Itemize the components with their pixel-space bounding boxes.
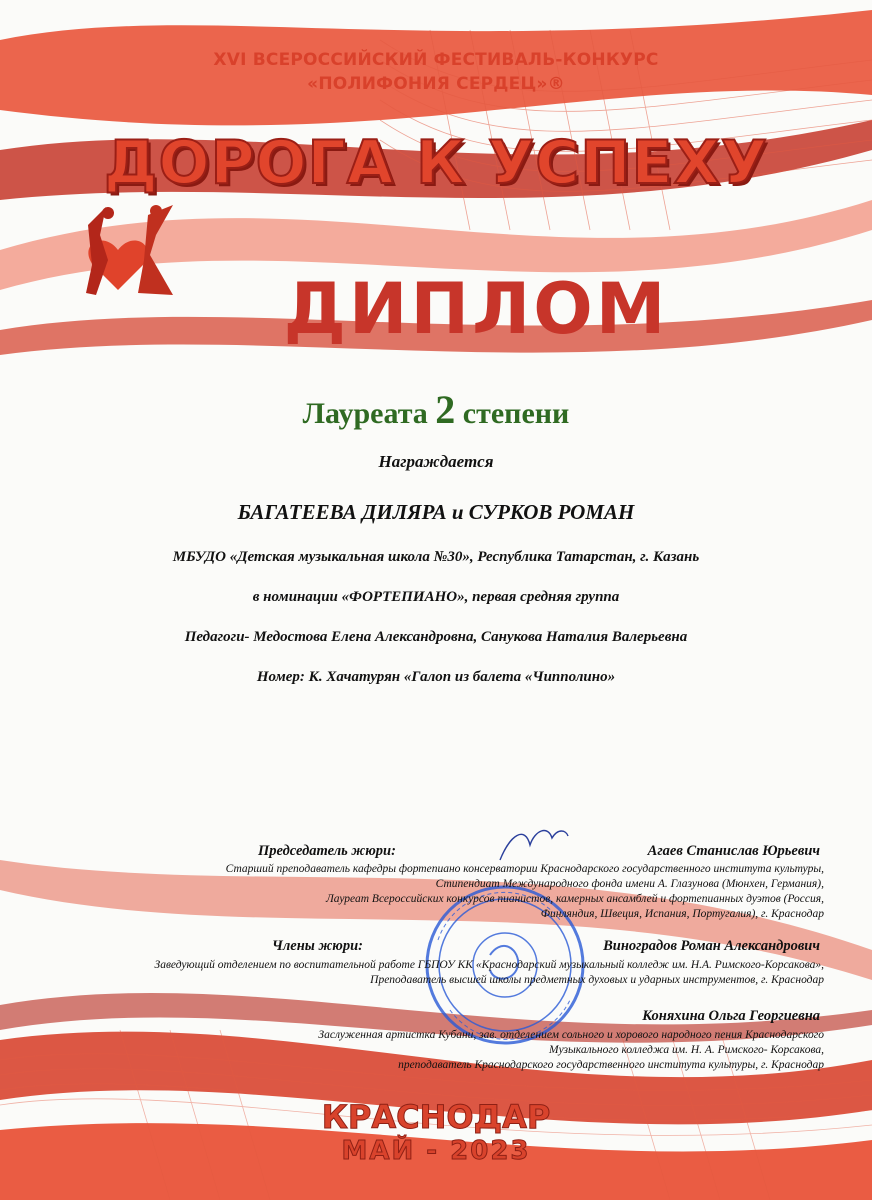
- chair-desc-line: Стипендиат Международного фонда имени А. Глазунова (Мюнхен, Германия),: [435, 878, 824, 890]
- chair-desc-line: Старший преподаватель кафедры фортепиано консерватории Краснодарского государственного института культуры,: [225, 863, 824, 875]
- members-label: Члены жюри:: [272, 938, 363, 954]
- member2-desc-line: преподаватель Краснодарского государственного института культуры, г. Краснодар: [398, 1059, 824, 1071]
- piece-info: Номер: К. Хачатурян «Галоп из балета «Чипполино»: [256, 669, 616, 685]
- date: МАЙ - 2023: [341, 1136, 531, 1166]
- member1-desc-line: Заведующий отделением по воспитательной работе ГБПОУ КК «Краснодарский музыкальный колледж им. Н.А. Римского-Корсакова»,: [154, 959, 824, 971]
- laureate-line: [0, 386, 872, 433]
- nomination-info: в номинации «ФОРТЕПИАНО», первая средняя группа: [252, 589, 620, 605]
- member2-desc-line: Заслуженная артистка Кубани, зав. отделением сольного и хорового народного пения Краснодарского: [318, 1029, 824, 1041]
- laureate-degree: 2: [435, 387, 456, 432]
- chair-desc-line: Лауреат Всероссийских конкурсов пианистов, камерных ансамблей и фортепианных дуэтов (Россия,: [325, 893, 824, 905]
- diploma-heading: ДИПЛОМ: [283, 268, 669, 350]
- chair-name: Агаев Станислав Юрьевич: [647, 843, 820, 859]
- festival-title-line2: «ПОЛИФОНИЯ СЕРДЕЦ»®: [307, 74, 565, 94]
- chair-description: [184, 862, 824, 922]
- main-title: ДОРОГА К УСПЕХУ: [104, 128, 768, 198]
- member1-desc-line: Преподаватель высшей школы предметных духовых и ударных инструментов, г. Краснодар: [370, 974, 824, 986]
- school-info: МБУДО «Детская музыкальная школа №30», Республика Татарстан, г. Казань: [172, 549, 700, 565]
- festival-title-line1: XVI ВСЕРОССИЙСКИЙ ФЕСТИВАЛЬ-КОНКУРС: [213, 50, 659, 70]
- chair-signature: [500, 831, 568, 860]
- laureate-suffix: степени: [462, 397, 570, 430]
- city: КРАСНОДАР: [321, 1098, 551, 1136]
- recipients: БАГАТЕЕВА ДИЛЯРА и СУРКОВ РОМАН: [237, 500, 635, 524]
- teachers-info: Педагоги- Медостова Елена Александровна, Санукова Наталия Валерьевна: [184, 629, 688, 645]
- chair-label: Председатель жюри:: [258, 843, 396, 859]
- member2-description: [204, 1028, 824, 1073]
- chair-desc-line: Финляндия, Швеция, Испания, Португалия), г. Краснодар: [540, 908, 824, 920]
- member1-description: [104, 958, 824, 988]
- member1-name: Виноградов Роман Александрович: [603, 938, 820, 954]
- member2-name: Коняхина Ольга Георгиевна: [642, 1008, 820, 1024]
- awarded-label: Награждается: [378, 452, 494, 471]
- laureate-prefix: Лауреата: [302, 397, 428, 430]
- member2-desc-line: Музыкального колледжа им. Н. А. Римского- Корсакова,: [549, 1044, 824, 1056]
